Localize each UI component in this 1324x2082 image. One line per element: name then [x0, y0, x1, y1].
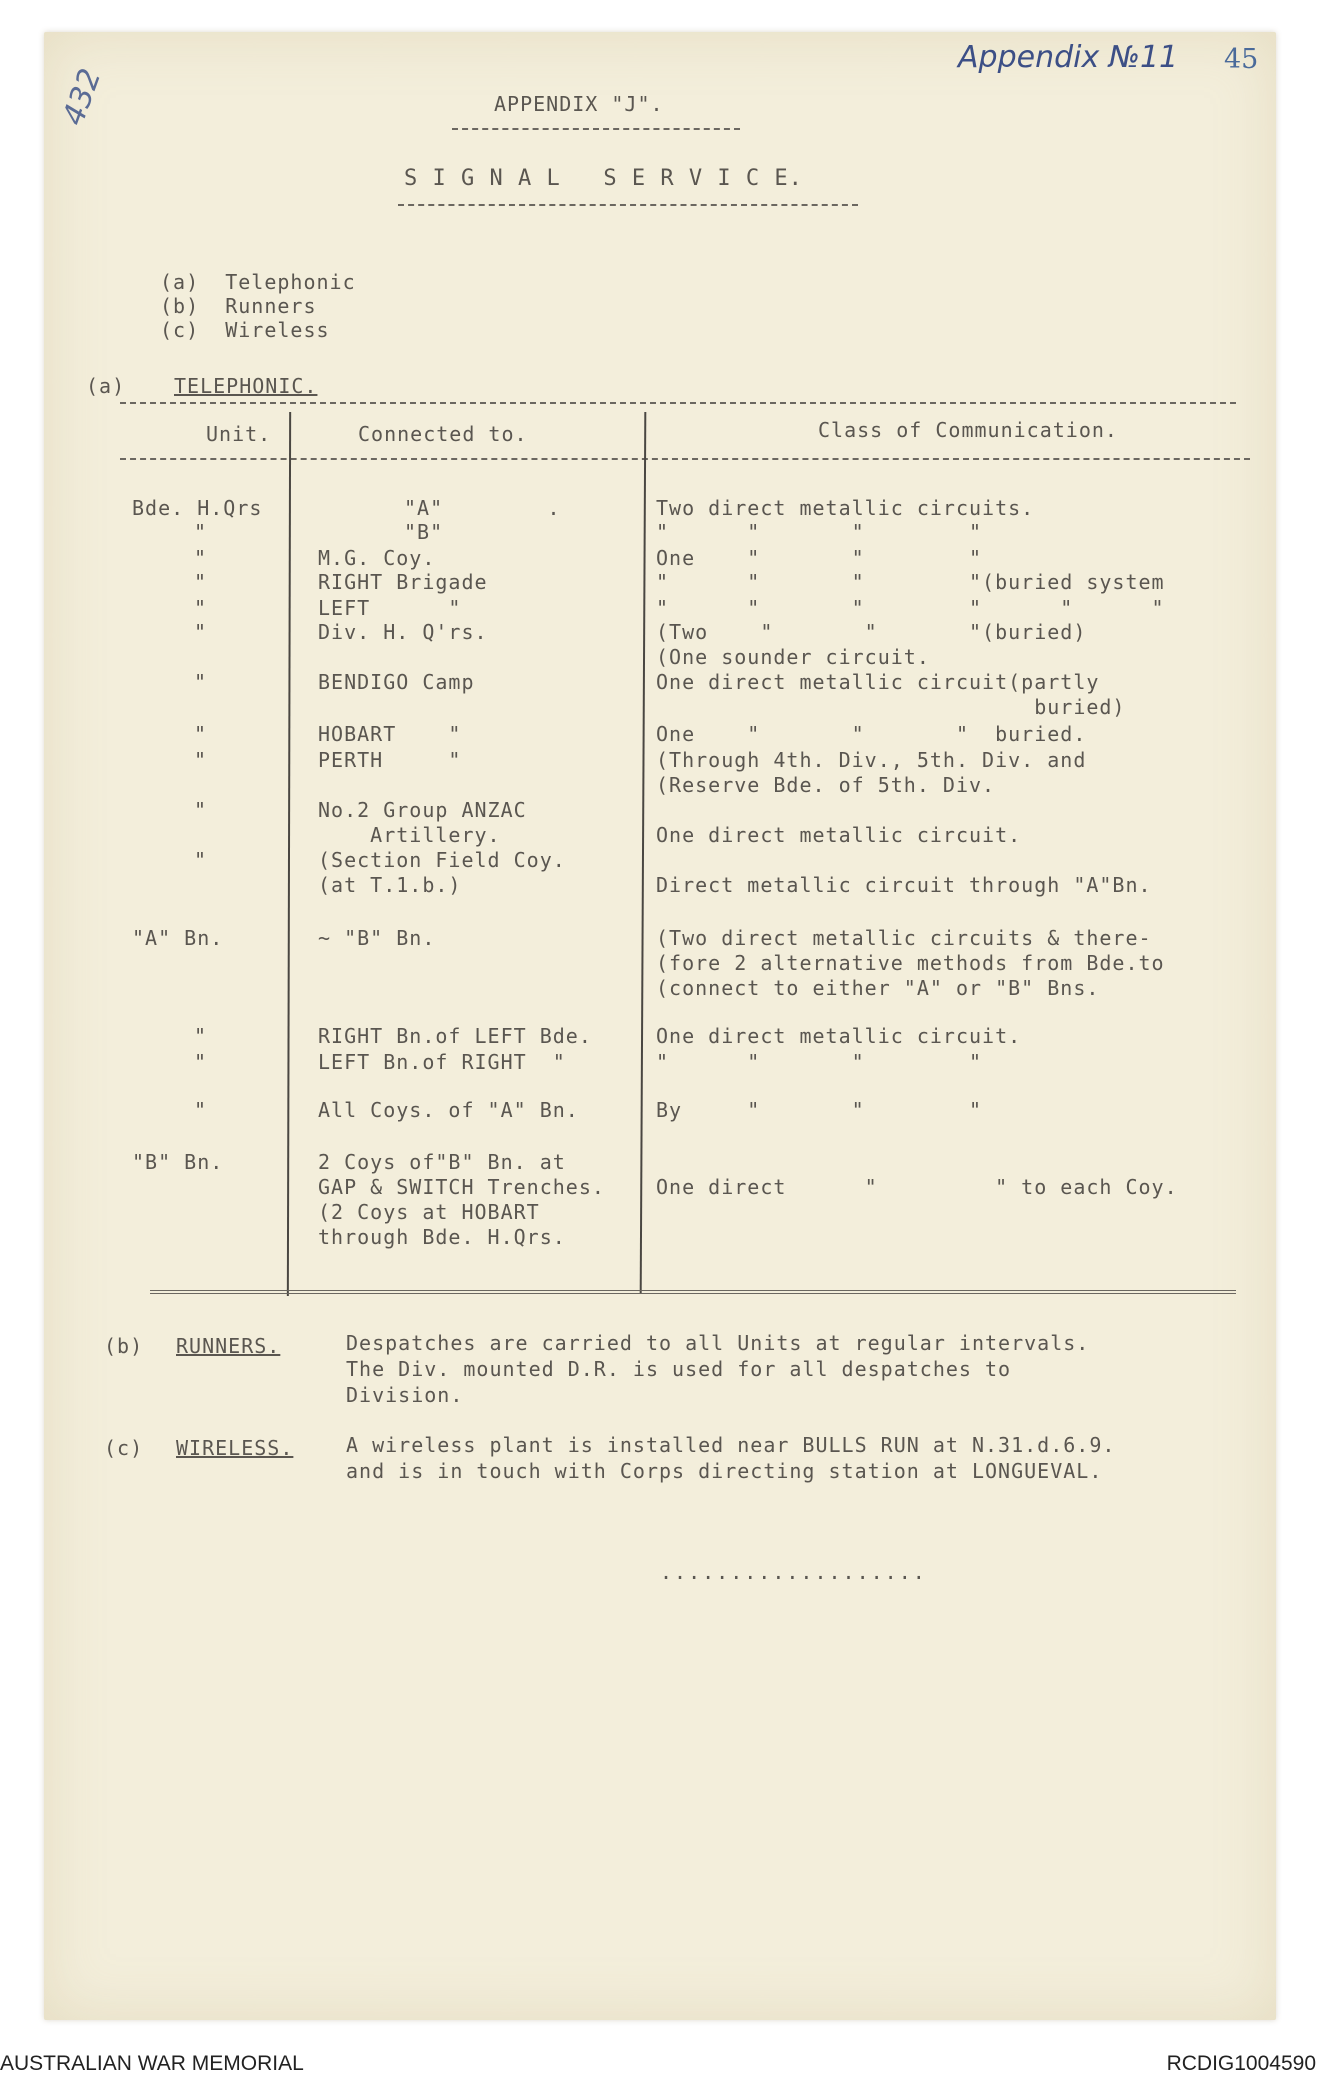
cell-connected-to: "A" . — [404, 496, 561, 520]
cell-unit: " — [194, 596, 208, 620]
cell-connected-to: LEFT Bn.of RIGHT " — [318, 1050, 566, 1074]
document-title: S I G N A L S E R V I C E. — [404, 166, 803, 191]
cell-connected-to: BENDIGO Camp — [318, 670, 475, 694]
section-heading-wireless: WIRELESS. — [176, 1436, 294, 1460]
appendix-handwritten-note: Appendix №11 — [958, 40, 1179, 75]
cell-connected-to: LEFT " — [318, 596, 462, 620]
cell-communication: One direct metallic circuit. — [656, 1024, 1022, 1048]
cell-connected-to: ~ "B" Bn. — [318, 926, 436, 950]
cell-connected-to: HOBART " — [318, 722, 462, 746]
table-top-rule — [120, 402, 1236, 404]
cell-unit: " — [194, 1050, 208, 1074]
table-bottom-rule — [150, 1290, 1236, 1294]
cell-communication: " " " " — [656, 520, 983, 544]
cell-unit: " — [194, 520, 208, 544]
cell-connected-to: Div. H. Q'rs. — [318, 620, 488, 644]
cell-communication: " " " " — [656, 1050, 983, 1074]
section-label: (b) — [104, 1334, 144, 1358]
runners-text: Despatches are carried to all Units at regular intervals. The Div. mounted D.R. is used for all despatches to Division. — [346, 1331, 1090, 1407]
cell-unit: " — [194, 722, 208, 746]
index-item: (b) Runners — [160, 294, 317, 318]
cell-connected-to: 2 Coys of"B" Bn. at GAP & SWITCH Trenches. (2 Coys at HOBART through Bde. H.Qrs. — [318, 1150, 605, 1249]
cell-communication: By " " " — [656, 1098, 983, 1122]
appendix-heading: APPENDIX "J". — [494, 92, 664, 116]
cell-unit: Bde. H.Qrs — [132, 496, 263, 520]
cell-unit: "B" Bn. — [132, 1150, 224, 1174]
section-heading-runners: RUNNERS. — [176, 1334, 281, 1358]
cell-communication: (Through 4th. Div., 5th. Div. and (Reserve Bde. of 5th. Div. — [656, 748, 1087, 797]
wireless-text: A wireless plant is installed near BULLS RUN at N.31.d.6.9. and is in touch with Corps directing station at LONGUEVAL. — [346, 1433, 1116, 1483]
cell-communication: Direct metallic circuit through "A"Bn. — [656, 873, 1152, 897]
cell-connected-to: PERTH " — [318, 748, 462, 772]
column-header-connected: Connected to. — [358, 422, 528, 446]
cell-unit: " — [194, 748, 208, 772]
cell-communication: One direct metallic circuit. — [656, 823, 1022, 847]
cell-connected-to: RIGHT Brigade — [318, 570, 488, 594]
cell-unit: " — [194, 670, 208, 694]
cell-unit: " — [194, 848, 208, 872]
cell-unit: " — [194, 798, 208, 822]
footer-archive-name: AUSTRALIAN WAR MEMORIAL — [0, 2052, 304, 2075]
cell-communication: One " " " buried. — [656, 722, 1087, 746]
cell-unit: " — [194, 1098, 208, 1122]
cell-connected-to: M.G. Coy. — [318, 546, 436, 570]
cell-communication: One direct " " to each Coy. — [656, 1175, 1178, 1199]
cell-communication: Two direct metallic circuits. — [656, 496, 1035, 520]
cell-communication: One direct metallic circuit(partly buried) — [656, 670, 1126, 719]
cell-connected-to: RIGHT Bn.of LEFT Bde. — [318, 1024, 592, 1048]
cell-communication: " " " " " " — [656, 596, 1165, 620]
cell-communication: " " " "(buried system — [656, 570, 1165, 594]
cell-communication: (Two " " "(buried) (One sounder circuit. — [656, 620, 1087, 669]
cell-connected-to: "B" — [404, 520, 444, 544]
column-header-class: Class of Communication. — [818, 418, 1118, 442]
end-mark: ................... — [660, 1560, 927, 1584]
folio-number: 45 — [1224, 44, 1259, 75]
cell-communication: (Two direct metallic circuits & there- (fore 2 alternative methods from Bde.to (connect to either "A" or "B" Bns. — [656, 926, 1165, 1000]
index-item: (a) Telephonic — [160, 270, 356, 294]
footer-record-id: RCDIG1004590 — [1166, 2052, 1316, 2075]
cell-unit: " — [194, 620, 208, 644]
cell-communication: One " " " — [656, 546, 983, 570]
cell-unit: " — [194, 546, 208, 570]
section-label: (c) — [104, 1436, 144, 1460]
column-header-unit: Unit. — [206, 422, 272, 446]
cell-connected-to: (Section Field Coy. (at T.1.b.) — [318, 848, 566, 897]
section-heading-telephonic: TELEPHONIC. — [174, 374, 318, 398]
title-underline — [398, 204, 858, 206]
appendix-underline — [452, 128, 740, 130]
cell-unit: "A" Bn. — [132, 926, 224, 950]
index-item: (c) Wireless — [160, 318, 330, 342]
cell-unit: " — [194, 570, 208, 594]
section-label: (a) — [86, 374, 126, 398]
page-number-stamp: 432 — [56, 64, 109, 130]
cell-connected-to: No.2 Group ANZAC Artillery. — [318, 798, 527, 847]
cell-unit: " — [194, 1024, 208, 1048]
cell-connected-to: All Coys. of "A" Bn. — [318, 1098, 579, 1122]
